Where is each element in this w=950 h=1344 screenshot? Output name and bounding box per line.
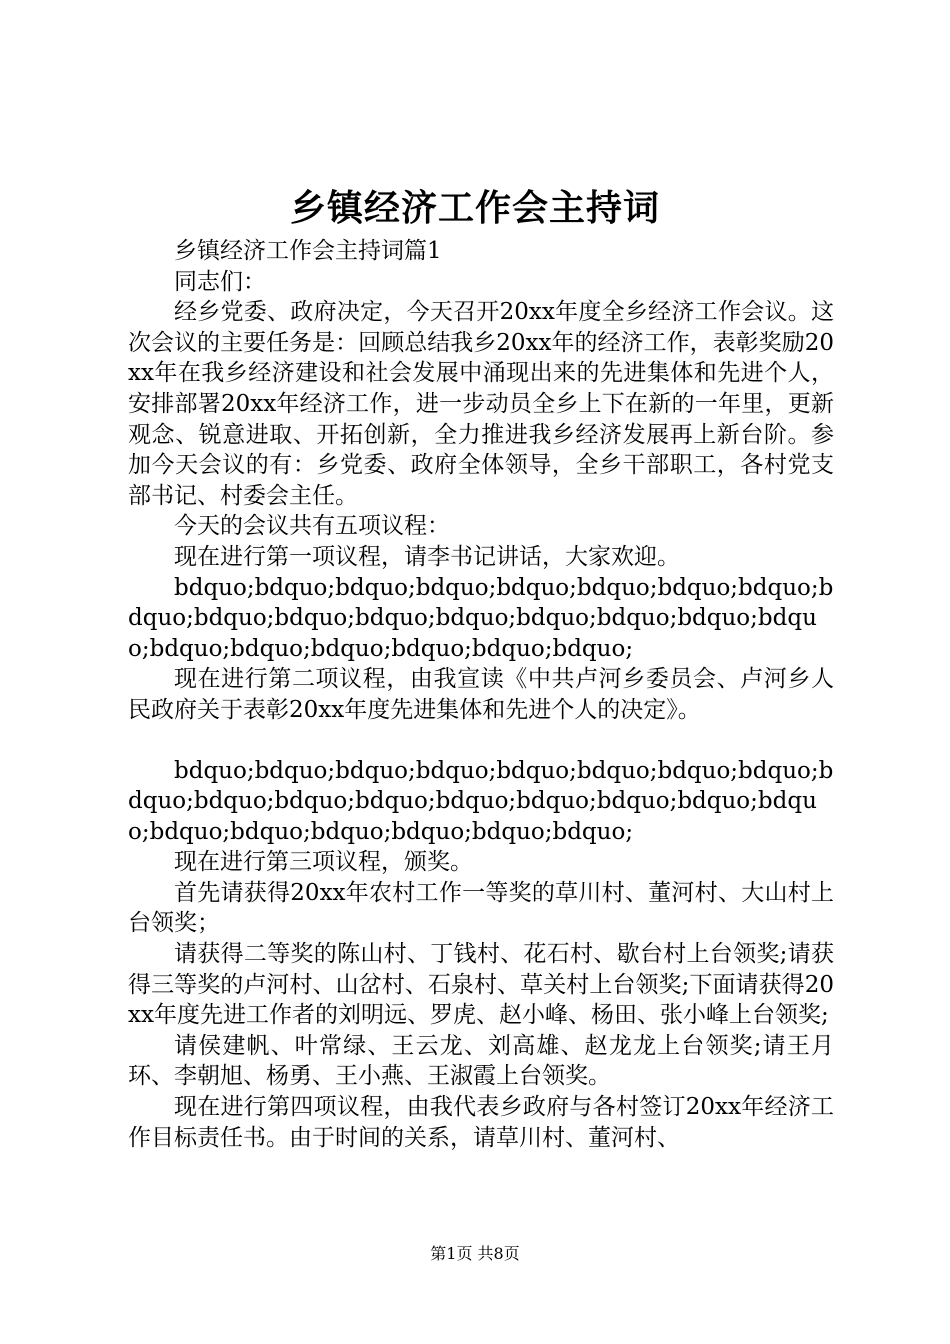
page-footer: 第1页 共8页 [430, 1244, 520, 1263]
paragraph-item-3: 现在进行第三项议程，颁奖。 [174, 849, 473, 876]
paragraph-item-4: 现在进行第四项议程，由我代表乡政府与各村签订20xx年经济工作目标责任书。由于时间的关系，请草川村、董河村、 [128, 1094, 834, 1151]
paragraph-item-1: 现在进行第一项议程，请李书记讲话，大家欢迎。 [174, 543, 680, 570]
paragraph-individual-awards: 请侯建帆、叶常绿、王云龙、刘高雄、赵龙龙上台领奖;请王月环、李朝旭、杨勇、王小燕、王淑霞上台领奖。 [128, 1032, 834, 1090]
paragraph-placeholder: bdquo;bdquo;bdquo;bdquo;bdquo;bdquo;bdquo;bdquo;bdquo;bdquo;bdquo;bdquo;bdquo;bdquo;bdquo;bdquo;bdquo;bdquo;bdquo;bdquo;bdquo;bdquo;bdquo; [128, 574, 834, 662]
section-heading: 乡镇经济工作会主持词篇1 [174, 238, 442, 264]
document-title: 乡镇经济工作会主持词 [289, 187, 660, 229]
paragraph-item-2: 现在进行第二项议程，由我宣读《中共卢河乡委员会、卢河乡人民政府关于表彰20xx年度先进集体和先进个人的决定》。 [128, 666, 834, 723]
salutation: 同志们： [174, 268, 266, 295]
paragraph-placeholder: bdquo;bdquo;bdquo;bdquo;bdquo;bdquo;bdquo;bdquo;bdquo;bdquo;bdquo;bdquo;bdquo;bdquo;bdquo;bdquo;bdquo;bdquo;bdquo;bdquo;bdquo;bdquo;bdquo; [128, 757, 834, 845]
document-body [128, 236, 834, 1153]
paragraph-intro: 经乡党委、政府决定，今天召开20xx年度全乡经济工作会议。这次会议的主要任务是：回顾总结我乡20xx年的经济工作，表彰奖励20xx年在我乡经济建设和社会发展中涌现出来的先进集体和先进个人，安排部署20xx年经济工作，进一步动员全乡上下在新的一年里，更新观念、锐意进取、开拓创新，全力推进我乡经济发展再上新台阶。参加今天会议的有：乡党委、政府全体领导，全乡干部职工，各村党支部书记、村委会主任。 [128, 299, 834, 509]
paragraph-first-prize: 首先请获得20xx年农村工作一等奖的草川村、董河村、大山村上台领奖； [128, 879, 834, 937]
paragraph-agenda: 今天的会议共有五项议程： [174, 513, 450, 540]
paragraph-second-prize: 请获得二等奖的陈山村、丁钱村、花石村、歇台村上台领奖;请获得三等奖的卢河村、山岔村、石泉村、草关村上台领奖;下面请获得20xx年度先进工作者的刘明远、罗虎、赵小峰、杨田、张小峰上台领奖; [128, 941, 834, 1029]
blank-line [128, 726, 834, 756]
